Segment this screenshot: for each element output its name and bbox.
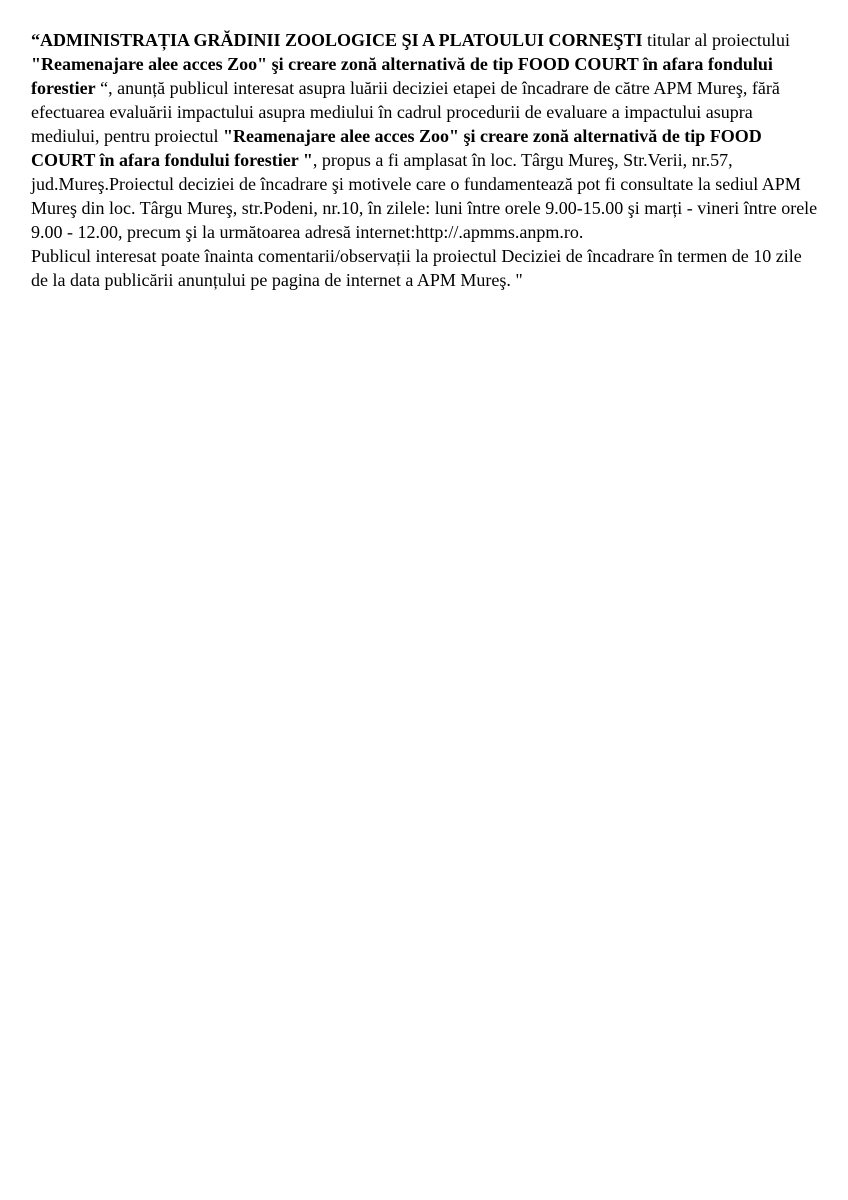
project-title: "Reamenajare alee acces Zoo" şi creare zonă alternativă de tip FOOD COURT în afara fondului forestier <box>31 54 773 98</box>
announcement-text-segment: titular al proiectului <box>642 30 790 50</box>
announcement-text-segment: , propus a fi amplasat în loc. Târgu Mureş, Str.Verii, nr.57, jud.Mureş.Proiectul deciziei de încadrare şi motivele care o fundamentează pot fi consultate la sediul APM Mureş din loc. Târgu Mureş, str.Podeni, nr.10, în zilele: luni între orele 9.00-15.00 şi marți - vineri între orele 9.00 - 12.00, precum şi la următoarea adresă internet:http://.apmms.anpm.ro. <box>31 150 818 242</box>
announcement-paragraph-2: Publicul interesat poate înainta comentarii/observații la proiectul Deciziei de încadrare în termen de 10 zile de la data publicării anunțului pe pagina de internet a APM Mureş. " <box>31 246 802 290</box>
announcement-document <box>31 28 821 292</box>
organization-name: “ADMINISTRAȚIA GRĂDINII ZOOLOGICE ŞI A PLATOULUI CORNEŞTI <box>31 30 643 50</box>
announcement-paragraph-1 <box>31 28 821 244</box>
announcement-text-segment: “, anunță publicul interesat asupra luării deciziei etapei de încadrare de către APM Mureş, fără efectuarea evaluării impactului asupra mediului în cadrul procedurii de evaluare a impactului asupra mediului, pentru proiectul <box>31 78 780 146</box>
project-title-repeat: "Reamenajare alee acces Zoo" şi creare zonă alternativă de tip FOOD COURT în afara fondului forestier " <box>31 126 762 170</box>
